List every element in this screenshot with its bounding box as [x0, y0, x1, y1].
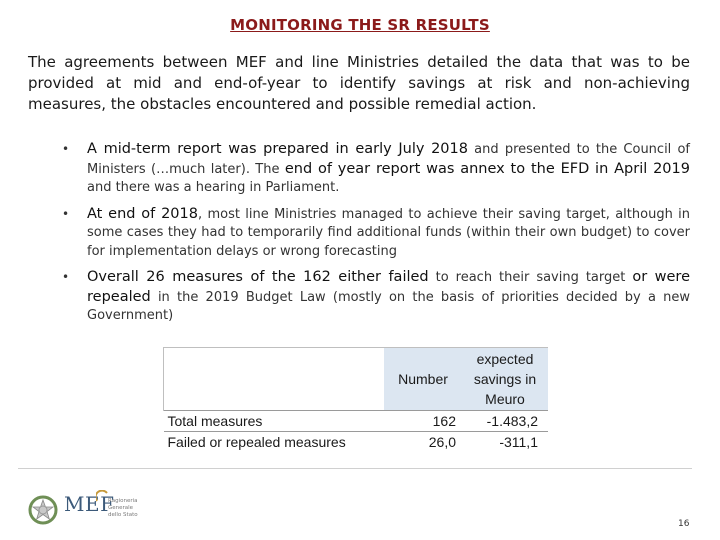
- list-item: [62, 205, 690, 262]
- bullet-text: and there was a hearing in Parliament.: [87, 180, 340, 195]
- table-cell: -1.483,2: [462, 411, 548, 432]
- bullet-text: and presented to the Council of Ministers (…much later). The: [87, 142, 691, 177]
- bullet-icon: •: [62, 206, 70, 221]
- bullet-text: in the 2019 Budget Law (mostly on the basis of priorities decided by a new Government): [87, 289, 690, 323]
- bullet-icon: •: [62, 270, 70, 284]
- mef-logo-mark-icon: [96, 490, 108, 502]
- bullet-emphasis: or were repealed: [87, 269, 690, 305]
- table-cell: -311,1: [462, 432, 548, 453]
- mef-logo: MEF: [64, 492, 115, 516]
- savings-table: [163, 347, 548, 452]
- slide-title: MONITORING THE SR RESULTS: [230, 16, 490, 34]
- table-header-cell: Number: [384, 348, 462, 411]
- bullet-text: , most line Ministries managed to achieve their saving target, although in some cases they had to temporarily find additional funds (within their own budget) to cover for implementation delays or wrong forecasting: [87, 206, 690, 259]
- intro-paragraph: The agreements between MEF and line Ministries detailed the data that was to be provided at mid and end-of-year to identify savings at risk and non-achieving measures, the obstacles encountered and possible remedial action.: [28, 53, 690, 113]
- table-header-cell: [164, 348, 385, 411]
- table-header-cell: expected savings in Meuro: [462, 348, 548, 411]
- table-cell: Failed or repealed measures: [164, 432, 385, 453]
- table-header-row: [164, 348, 549, 411]
- page-number: 16: [678, 519, 690, 529]
- bullet-emphasis: At end of 2018: [87, 205, 198, 222]
- table-cell: 26,0: [384, 432, 462, 453]
- footer-divider: [18, 468, 692, 469]
- table-cell: Total measures: [164, 411, 385, 432]
- list-item: [62, 268, 690, 326]
- mef-logo-subtext: Ragioneria Generale dello Stato: [108, 498, 138, 518]
- table-row: [164, 432, 549, 453]
- bullet-text: to reach their saving target: [428, 270, 633, 285]
- bullet-emphasis: A mid-term report was prepared in early July 2018: [87, 141, 468, 157]
- bullet-icon: •: [62, 142, 70, 156]
- table-row: [164, 411, 549, 432]
- table-cell: 162: [384, 411, 462, 432]
- bullet-list: [62, 140, 690, 333]
- bullet-emphasis: end of year report was annex to the EFD in April 2019: [284, 160, 690, 177]
- emblem-icon: [26, 494, 60, 526]
- list-item: [62, 140, 690, 198]
- bullet-emphasis: Overall 26 measures of the 162 either failed: [87, 269, 429, 285]
